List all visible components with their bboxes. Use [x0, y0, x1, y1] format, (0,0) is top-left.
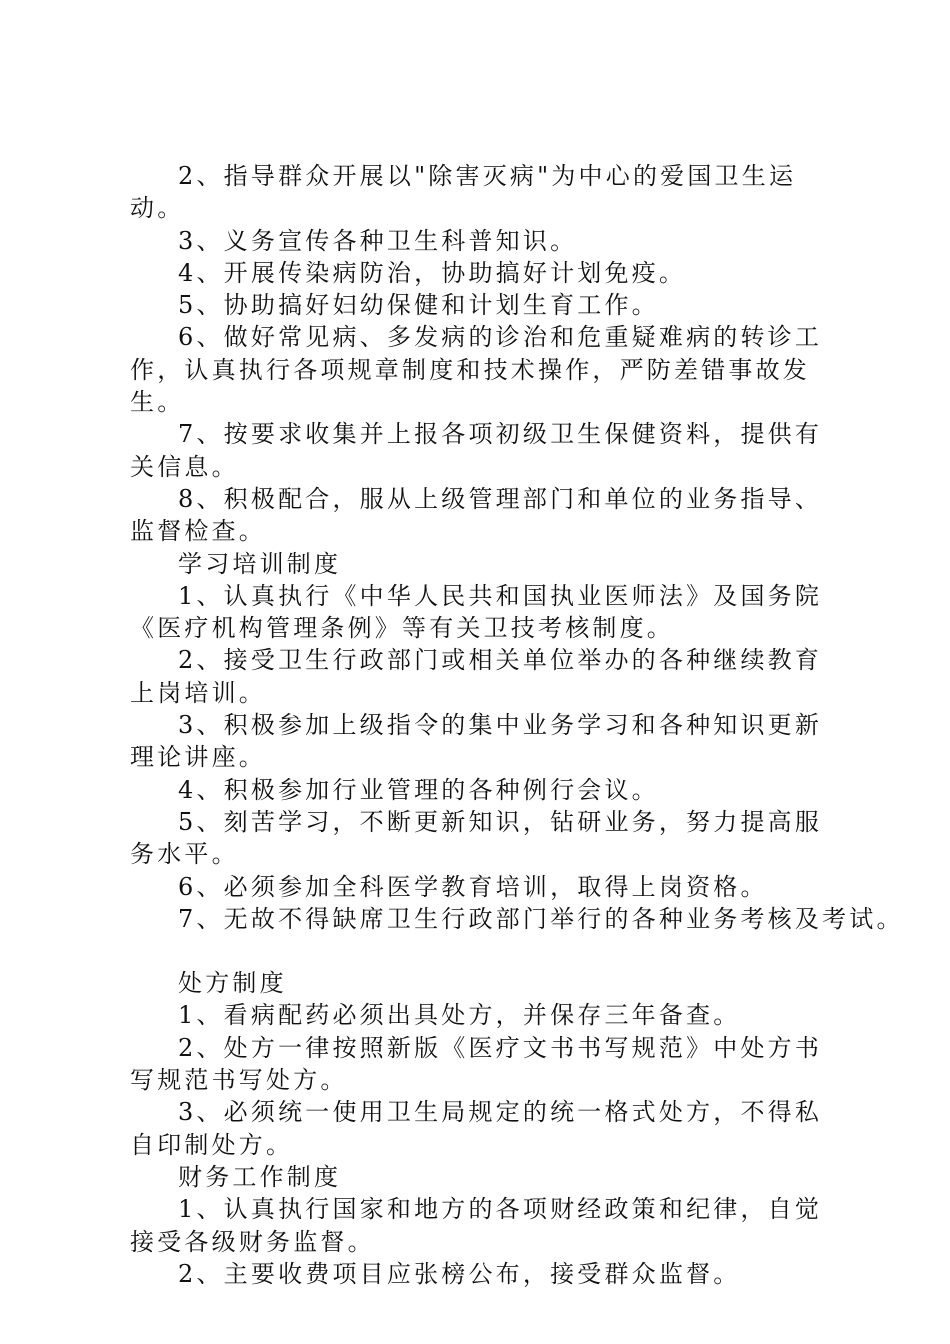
paragraph-diagnosis-referral: 6、做好常见病、多发病的诊治和危重疑难病的转诊工作，认真执行各项规章制度和技术操作，严防差错事故发生。	[130, 323, 823, 417]
paragraph-prescription-3: 3、必须统一使用卫生局规定的统一格式处方，不得私自印制处方。	[130, 1098, 823, 1159]
paragraph-training-3: 3、积极参加上级指令的集中业务学习和各种知识更新理论讲座。	[130, 711, 823, 772]
paragraph-health-campaign: 2、指导群众开展以"除害灭病"为中心的爱国卫生运动。	[130, 162, 797, 223]
paragraph-training-7: 7、无故不得缺席卫生行政部门举行的各种业务考核及考试。	[178, 904, 904, 933]
paragraph-finance-1: 1、认真执行国家和地方的各项财经政策和纪律，自觉接受各级财务监督。	[130, 1195, 823, 1256]
paragraph-prescription-1: 1、看病配药必须出具处方，并保存三年备查。	[178, 1001, 741, 1030]
document-body	[130, 160, 904, 1290]
section-spacer	[130, 935, 830, 967]
paragraph-training-1: 1、认真执行《中华人民共和国执业医师法》及国务院《医疗机构管理条例》等有关卫技考核制度。	[130, 581, 823, 643]
section-heading-finance: 财务工作制度	[178, 1162, 342, 1191]
paragraph-disease-prevention: 4、开展传染病防治，协助搞好计划免疫。	[178, 258, 687, 287]
paragraph-training-2: 2、接受卫生行政部门或相关单位举办的各种继续教育上岗培训。	[130, 646, 823, 707]
paragraph-training-6: 6、必须参加全科医学教育培训，取得上岗资格。	[178, 872, 768, 901]
paragraph-supervision: 8、积极配合，服从上级管理部门和单位的业务指导、监督检查。	[130, 484, 823, 546]
paragraph-science-education: 3、义务宣传各种卫生科普知识。	[178, 226, 578, 255]
paragraph-finance-2: 2、主要收费项目应张榜公布，接受群众监督。	[178, 1259, 741, 1288]
paragraph-training-5: 5、刻苦学习，不断更新知识，钻研业务，努力提高服务水平。	[130, 807, 823, 869]
paragraph-maternal-care: 5、协助搞好妇幼保健和计划生育工作。	[178, 291, 659, 320]
paragraph-prescription-2: 2、处方一律按照新版《医疗文书书写规范》中处方书写规范书写处方。	[130, 1033, 823, 1095]
section-heading-prescription: 处方制度	[178, 969, 287, 998]
section-heading-training: 学习培训制度	[178, 549, 342, 578]
paragraph-data-reporting: 7、按要求收集并上报各项初级卫生保健资料，提供有关信息。	[130, 420, 823, 481]
paragraph-training-4: 4、积极参加行业管理的各种例行会议。	[178, 775, 659, 804]
